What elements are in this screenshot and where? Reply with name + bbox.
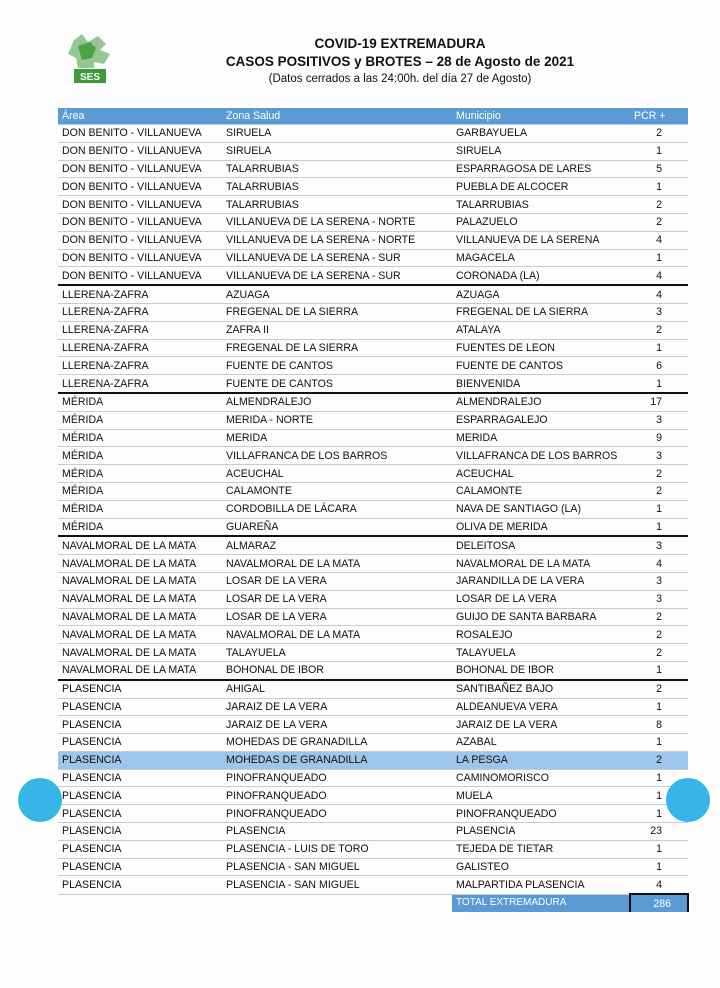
cell-zona: TALARRUBIAS xyxy=(222,178,452,196)
cell-area: PLASENCIA xyxy=(58,769,222,787)
cell-pcr: 2 xyxy=(630,465,688,483)
table-row xyxy=(58,876,688,894)
cell-pcr: 5 xyxy=(630,160,688,178)
drag-handle-left[interactable] xyxy=(18,778,62,822)
cell-zona: FUENTE DE CANTOS xyxy=(222,375,452,393)
table-row xyxy=(58,680,688,698)
cell-municipio: SANTIBAÑEZ BAJO xyxy=(452,680,630,698)
cell-zona: LOSAR DE LA VERA xyxy=(222,572,452,590)
cell-municipio: VILLAFRANCA DE LOS BARROS xyxy=(452,447,630,465)
cell-pcr: 3 xyxy=(630,572,688,590)
cell-municipio: CORONADA (LA) xyxy=(452,267,630,285)
cell-area: PLASENCIA xyxy=(58,805,222,823)
cell-area: PLASENCIA xyxy=(58,876,222,894)
cell-pcr: 1 xyxy=(630,375,688,393)
column-header-pcr: PCR + xyxy=(630,108,688,125)
cell-zona: VILLANUEVA DE LA SERENA - SUR xyxy=(222,267,452,285)
total-row xyxy=(58,894,688,912)
table-row xyxy=(58,769,688,787)
cell-municipio: PUEBLA DE ALCOCER xyxy=(452,178,630,196)
cell-zona: CORDOBILLA DE LÁCARA xyxy=(222,500,452,518)
cell-zona: PLASENCIA xyxy=(222,823,452,841)
cell-area: DON BENITO - VILLANUEVA xyxy=(58,178,222,196)
table-row xyxy=(58,267,688,285)
cell-area: NAVALMORAL DE LA MATA xyxy=(58,555,222,573)
total-value: 286 xyxy=(630,894,688,912)
table-row xyxy=(58,339,688,357)
cell-zona: BOHONAL DE IBOR xyxy=(222,661,452,679)
cell-zona: GUAREÑA xyxy=(222,518,452,536)
cell-municipio: BOHONAL DE IBOR xyxy=(452,661,630,679)
cell-pcr: 2 xyxy=(630,644,688,662)
cell-municipio: NAVALMORAL DE LA MATA xyxy=(452,555,630,573)
cell-area: NAVALMORAL DE LA MATA xyxy=(58,626,222,644)
table-row xyxy=(58,823,688,841)
table-row xyxy=(58,661,688,679)
cell-area: PLASENCIA xyxy=(58,698,222,716)
cell-pcr: 1 xyxy=(630,698,688,716)
cell-zona: SIRUELA xyxy=(222,125,452,143)
cell-pcr: 1 xyxy=(630,500,688,518)
cell-zona: PINOFRANQUEADO xyxy=(222,787,452,805)
cell-zona: PLASENCIA - SAN MIGUEL xyxy=(222,858,452,876)
cell-pcr: 6 xyxy=(630,357,688,375)
cell-pcr: 2 xyxy=(630,680,688,698)
cell-municipio: ALDEANUEVA VERA xyxy=(452,698,630,716)
svg-text:SES: SES xyxy=(79,72,101,83)
cell-area: PLASENCIA xyxy=(58,734,222,752)
ses-logo xyxy=(64,32,114,84)
cell-area: DON BENITO - VILLANUEVA xyxy=(58,231,222,249)
cell-municipio: DELEITOSA xyxy=(452,536,630,554)
cell-area: DON BENITO - VILLANUEVA xyxy=(58,249,222,267)
cell-zona: TALAYUELA xyxy=(222,644,452,662)
cell-municipio: MUELA xyxy=(452,787,630,805)
cell-pcr: 1 xyxy=(630,178,688,196)
table-header-row xyxy=(58,108,688,125)
cases-table xyxy=(58,108,689,912)
column-header-municipio: Municipio xyxy=(452,108,630,125)
cell-area: LLERENA-ZAFRA xyxy=(58,303,222,321)
cell-municipio: JARAIZ DE LA VERA xyxy=(452,716,630,734)
cell-zona: MERIDA - NORTE xyxy=(222,411,452,429)
table-row xyxy=(58,840,688,858)
cell-municipio: ESPARRAGALEJO xyxy=(452,411,630,429)
cell-pcr: 2 xyxy=(630,482,688,500)
cell-pcr: 1 xyxy=(630,805,688,823)
cell-municipio: CALAMONTE xyxy=(452,482,630,500)
table-row xyxy=(58,393,688,411)
cell-zona: PINOFRANQUEADO xyxy=(222,769,452,787)
report-subtitle: CASOS POSITIVOS y BROTES – 28 de Agosto de 2021 xyxy=(225,54,575,69)
cell-area: LLERENA-ZAFRA xyxy=(58,321,222,339)
cell-zona: VILLANUEVA DE LA SERENA - NORTE xyxy=(222,231,452,249)
cell-area: DON BENITO - VILLANUEVA xyxy=(58,125,222,143)
cell-pcr: 2 xyxy=(630,125,688,143)
cell-zona: FREGENAL DE LA SIERRA xyxy=(222,303,452,321)
table-row xyxy=(58,231,688,249)
cell-zona: TALARRUBIAS xyxy=(222,196,452,214)
cell-pcr: 3 xyxy=(630,447,688,465)
cell-pcr: 1 xyxy=(630,769,688,787)
cell-pcr: 1 xyxy=(630,661,688,679)
cell-municipio: GALISTEO xyxy=(452,858,630,876)
cell-zona: JARAIZ DE LA VERA xyxy=(222,698,452,716)
table-row xyxy=(58,500,688,518)
table-row xyxy=(58,805,688,823)
cell-pcr: 3 xyxy=(630,411,688,429)
cell-zona: NAVALMORAL DE LA MATA xyxy=(222,626,452,644)
cell-municipio: FUENTES DE LEON xyxy=(452,339,630,357)
cell-area: DON BENITO - VILLANUEVA xyxy=(58,142,222,160)
cell-pcr: 1 xyxy=(630,518,688,536)
cell-area: NAVALMORAL DE LA MATA xyxy=(58,608,222,626)
report-title: COVID-19 EXTREMADURA xyxy=(314,36,486,51)
cell-area: DON BENITO - VILLANUEVA xyxy=(58,196,222,214)
cell-area: MÉRIDA xyxy=(58,500,222,518)
cell-pcr: 2 xyxy=(630,608,688,626)
cell-pcr: 8 xyxy=(630,716,688,734)
cell-municipio: VILLANUEVA DE LA SERENA xyxy=(452,231,630,249)
table-row xyxy=(58,858,688,876)
cell-area: MÉRIDA xyxy=(58,482,222,500)
table-row xyxy=(58,751,688,769)
cell-area: MÉRIDA xyxy=(58,447,222,465)
cell-area: MÉRIDA xyxy=(58,393,222,411)
cell-zona: MERIDA xyxy=(222,429,452,447)
cell-municipio: AZABAL xyxy=(452,734,630,752)
cell-zona: MOHEDAS DE GRANADILLA xyxy=(222,751,452,769)
cell-area: LLERENA-ZAFRA xyxy=(58,357,222,375)
cell-zona: ALMARAZ xyxy=(222,536,452,554)
cell-municipio: FUENTE DE CANTOS xyxy=(452,357,630,375)
cell-area: PLASENCIA xyxy=(58,840,222,858)
cell-pcr: 17 xyxy=(630,393,688,411)
cell-municipio: MALPARTIDA PLASENCIA xyxy=(452,876,630,894)
cell-municipio: LA PESGA xyxy=(452,751,630,769)
table-row xyxy=(58,321,688,339)
table-row xyxy=(58,142,688,160)
cell-pcr: 1 xyxy=(630,339,688,357)
cell-area: DON BENITO - VILLANUEVA xyxy=(58,213,222,231)
cell-zona: SIRUELA xyxy=(222,142,452,160)
cell-pcr: 2 xyxy=(630,321,688,339)
table-row xyxy=(58,787,688,805)
cell-zona: JARAIZ DE LA VERA xyxy=(222,716,452,734)
cell-pcr: 3 xyxy=(630,536,688,554)
cell-area: NAVALMORAL DE LA MATA xyxy=(58,644,222,662)
cell-pcr: 2 xyxy=(630,751,688,769)
cell-municipio: MERIDA xyxy=(452,429,630,447)
cell-zona: LOSAR DE LA VERA xyxy=(222,590,452,608)
table-row xyxy=(58,555,688,573)
table-row xyxy=(58,518,688,536)
cell-area: NAVALMORAL DE LA MATA xyxy=(58,572,222,590)
cell-municipio: BIENVENIDA xyxy=(452,375,630,393)
cell-zona: VILLAFRANCA DE LOS BARROS xyxy=(222,447,452,465)
column-header-zona: Zona Salud xyxy=(222,108,452,125)
cell-municipio: OLIVA DE MERIDA xyxy=(452,518,630,536)
cell-zona: AHIGAL xyxy=(222,680,452,698)
cell-area: NAVALMORAL DE LA MATA xyxy=(58,590,222,608)
cell-pcr: 1 xyxy=(630,840,688,858)
cell-zona: LOSAR DE LA VERA xyxy=(222,608,452,626)
cell-zona: FREGENAL DE LA SIERRA xyxy=(222,339,452,357)
drag-handle-right[interactable] xyxy=(666,778,710,822)
column-header-area: Área xyxy=(58,108,222,125)
cell-pcr: 2 xyxy=(630,196,688,214)
cell-pcr: 2 xyxy=(630,626,688,644)
cell-area: LLERENA-ZAFRA xyxy=(58,285,222,303)
cell-area: MÉRIDA xyxy=(58,465,222,483)
cell-municipio: PINOFRANQUEADO xyxy=(452,805,630,823)
cell-municipio: LOSAR DE LA VERA xyxy=(452,590,630,608)
cell-pcr: 23 xyxy=(630,823,688,841)
table-row xyxy=(58,482,688,500)
table-row xyxy=(58,285,688,303)
cell-municipio: SIRUELA xyxy=(452,142,630,160)
report-note: (Datos cerrados a las 24:00h. del día 27 de Agosto) xyxy=(268,73,532,85)
cell-zona: ALMENDRALEJO xyxy=(222,393,452,411)
table-row xyxy=(58,357,688,375)
cell-zona: MOHEDAS DE GRANADILLA xyxy=(222,734,452,752)
cell-area: PLASENCIA xyxy=(58,680,222,698)
cell-zona: ACEUCHAL xyxy=(222,465,452,483)
cell-area: PLASENCIA xyxy=(58,787,222,805)
table-row xyxy=(58,536,688,554)
cell-pcr: 4 xyxy=(630,267,688,285)
cell-municipio: ALMENDRALEJO xyxy=(452,393,630,411)
cell-pcr: 4 xyxy=(630,285,688,303)
cell-municipio: TEJEDA DE TIETAR xyxy=(452,840,630,858)
cell-pcr: 1 xyxy=(630,787,688,805)
cell-area: PLASENCIA xyxy=(58,823,222,841)
cell-area: MÉRIDA xyxy=(58,429,222,447)
cell-area: PLASENCIA xyxy=(58,858,222,876)
table-row xyxy=(58,411,688,429)
table-row xyxy=(58,160,688,178)
total-spacer xyxy=(222,894,452,912)
cell-zona: CALAMONTE xyxy=(222,482,452,500)
table-row xyxy=(58,716,688,734)
cell-zona: VILLANUEVA DE LA SERENA - SUR xyxy=(222,249,452,267)
table-row xyxy=(58,375,688,393)
cell-pcr: 1 xyxy=(630,249,688,267)
cell-zona: PLASENCIA - LUIS DE TORO xyxy=(222,840,452,858)
total-spacer xyxy=(58,894,222,912)
cell-municipio: GARBAYUELA xyxy=(452,125,630,143)
cell-zona: ZAFRA II xyxy=(222,321,452,339)
cell-area: PLASENCIA xyxy=(58,751,222,769)
cell-area: MÉRIDA xyxy=(58,411,222,429)
cell-pcr: 3 xyxy=(630,303,688,321)
cell-pcr: 2 xyxy=(630,213,688,231)
table-row xyxy=(58,196,688,214)
cell-pcr: 1 xyxy=(630,858,688,876)
table-row xyxy=(58,125,688,143)
cell-area: DON BENITO - VILLANUEVA xyxy=(58,160,222,178)
cell-zona: VILLANUEVA DE LA SERENA - NORTE xyxy=(222,213,452,231)
table-row xyxy=(58,465,688,483)
cell-municipio: GUIJO DE SANTA BARBARA xyxy=(452,608,630,626)
cell-area: MÉRIDA xyxy=(58,518,222,536)
cell-area: PLASENCIA xyxy=(58,716,222,734)
table-row xyxy=(58,303,688,321)
cell-zona: AZUAGA xyxy=(222,285,452,303)
cell-pcr: 4 xyxy=(630,555,688,573)
table-row xyxy=(58,608,688,626)
cell-municipio: NAVA DE SANTIAGO (LA) xyxy=(452,500,630,518)
cell-municipio: ATALAYA xyxy=(452,321,630,339)
cell-zona: PINOFRANQUEADO xyxy=(222,805,452,823)
cell-municipio: FREGENAL DE LA SIERRA xyxy=(452,303,630,321)
table-row xyxy=(58,590,688,608)
cell-municipio: ACEUCHAL xyxy=(452,465,630,483)
table-row xyxy=(58,249,688,267)
table-row xyxy=(58,572,688,590)
cell-pcr: 4 xyxy=(630,876,688,894)
cell-area: NAVALMORAL DE LA MATA xyxy=(58,536,222,554)
cell-municipio: TALARRUBIAS xyxy=(452,196,630,214)
cell-municipio: JARANDILLA DE LA VERA xyxy=(452,572,630,590)
cell-area: LLERENA-ZAFRA xyxy=(58,375,222,393)
cell-area: NAVALMORAL DE LA MATA xyxy=(58,661,222,679)
table-row xyxy=(58,429,688,447)
table-row xyxy=(58,698,688,716)
cell-municipio: ESPARRAGOSA DE LARES xyxy=(452,160,630,178)
cell-pcr: 4 xyxy=(630,231,688,249)
cell-municipio: AZUAGA xyxy=(452,285,630,303)
cell-area: LLERENA-ZAFRA xyxy=(58,339,222,357)
cell-zona: TALARRUBIAS xyxy=(222,160,452,178)
cell-pcr: 9 xyxy=(630,429,688,447)
cell-pcr: 3 xyxy=(630,590,688,608)
table-row xyxy=(58,447,688,465)
cell-area: DON BENITO - VILLANUEVA xyxy=(58,267,222,285)
cell-pcr: 1 xyxy=(630,734,688,752)
cell-municipio: CAMINOMORISCO xyxy=(452,769,630,787)
total-label: TOTAL EXTREMADURA xyxy=(452,894,630,912)
cell-municipio: PLASENCIA xyxy=(452,823,630,841)
table-row xyxy=(58,626,688,644)
cell-municipio: TALAYUELA xyxy=(452,644,630,662)
cell-zona: FUENTE DE CANTOS xyxy=(222,357,452,375)
cell-zona: NAVALMORAL DE LA MATA xyxy=(222,555,452,573)
table-row xyxy=(58,644,688,662)
table-row xyxy=(58,213,688,231)
cell-municipio: ROSALEJO xyxy=(452,626,630,644)
cell-pcr: 1 xyxy=(630,142,688,160)
cell-zona: PLASENCIA - SAN MIGUEL xyxy=(222,876,452,894)
cell-municipio: PALAZUELO xyxy=(452,213,630,231)
table-row xyxy=(58,734,688,752)
table-row xyxy=(58,178,688,196)
cell-municipio: MAGACELA xyxy=(452,249,630,267)
